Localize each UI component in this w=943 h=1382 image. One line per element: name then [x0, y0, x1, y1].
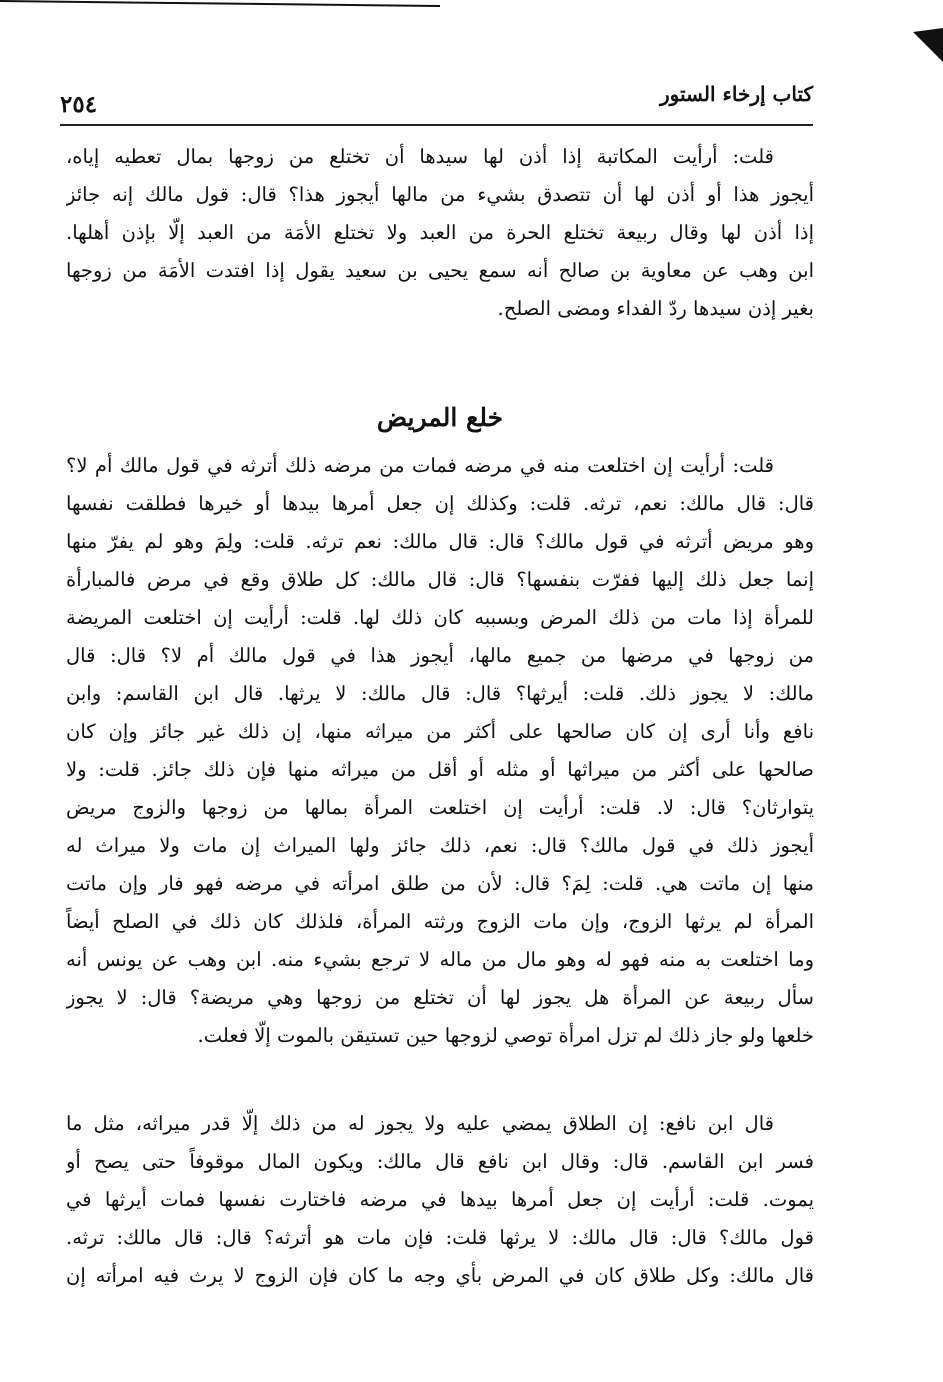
- text-line: خلعها ولو جاز ذلك لم تزل امرأة توصي لزوجها حين تستيقن بالموت إلّا فعلت.: [197, 1024, 814, 1047]
- text-line: فسر ابن القاسم. قال: وقال ابن نافع قال مالك: ويكون المال موقوفاً حتى يصح أو: [66, 1150, 814, 1173]
- text-line: يموت. قلت: أرأيت إن جعل أمرها بيدها في مرضه فاختارت نفسها فمات أيرثها في: [66, 1188, 814, 1211]
- text-line: أيجوز ذلك في قول مالك؟ قال: نعم، ذلك جائز ولها الميراث إن مات ولا ميراث له: [66, 834, 814, 857]
- text-line: وهو مريض أترثه في قول مالك؟ قال: قال مالك: نعم ترثه. قلت: ولِمَ وهو لم يفرّ منها: [66, 530, 814, 553]
- text-line: المرأة لم يرثها الزوج، وإن مات الزوج ورثته المرأة، فلذلك كان ذلك في الصلح أيضاً: [66, 910, 814, 933]
- text-line: صالحها على أكثر من ميراثها أو مثله أو أقل من ميراثه منها فإن ذلك جائز. قلت: ولا: [66, 758, 814, 781]
- text-line: قول مالك؟ قال: قال مالك: لا يرثها قلت: فإن مات هو أترثه؟ قال: قال مالك: ترثه.: [66, 1226, 814, 1249]
- header-rule: [60, 124, 813, 126]
- text-line: أيجوز هذا أو أذن لها أن تتصدق بشيء من مالها أيجوز هذا؟ قال: قول مالك إنه جائز: [66, 183, 814, 206]
- text-line: وما اختلعت به منه فهو له وهو مال من ماله لا ترجع بشيء منه. ابن وهب عن يونس أنه: [66, 948, 814, 971]
- paragraph-sick-khul: [66, 447, 814, 1055]
- text-line: قال: قال مالك: نعم، ترثه. قلت: وكذلك إن جعل أمرها بيدها أو خيرها فطلقت نفسها: [66, 492, 814, 515]
- text-line: قلت: أرأيت إن اختلعت منه في مرضه فمات من مرضه ذلك أترثه في قول مالك أم لا؟: [66, 454, 774, 477]
- text-line: نافع وأنا أرى إن كان صالحها على أكثر من ميراثه منها، إن ذلك غير جائز وإن كان: [66, 720, 814, 743]
- text-line: قلت: أرأيت المكاتبة إذا أذن لها سيدها أن تختلع من زوجها بمال تعطيه إياه،: [66, 145, 774, 168]
- paragraph-ibn-nafi: [66, 1105, 814, 1295]
- text-line: قال مالك: وكل طلاق كان في المرض بأي وجه ما كان فإن الزوج لا يرث فيه امرأته إن: [66, 1264, 814, 1287]
- text-line: منها إن ماتت هي. قلت: لِمَ؟ قال: لأن من طلق امرأته في مرضه فهو فار وإن ماتت: [66, 872, 814, 895]
- text-line: ابن وهب عن معاوية بن صالح أنه سمع يحيى بن سعيد يقول إذا افتدت الأمَة من زوجها: [66, 259, 814, 282]
- text-line: إذا أذن لها وقال ربيعة تختلع الحرة من العبد ولا تختلع الأمَة من العبد إلّا بإذن أهلها.: [66, 221, 814, 244]
- paragraph-mukataba: [66, 138, 814, 328]
- text-line: إنما جعل ذلك إليها ففرّت بنفسها؟ قال: قال مالك: كل طلاق وقع في مرض فالمبارأة: [66, 568, 814, 591]
- text-line: بغير إذن سيدها ردّ الفداء ومضى الصلح.: [497, 297, 814, 320]
- page-header: [60, 82, 813, 126]
- book-title: كتاب إرخاء الستور: [660, 82, 813, 106]
- scan-edge-mark: [0, 0, 440, 10]
- page-corner-mark: [913, 28, 943, 62]
- page-number: ٢٥٤: [60, 91, 98, 118]
- section-heading: خلع المريض: [376, 403, 504, 432]
- text-line: مالك: لا يجوز ذلك. قلت: أيرثها؟ قال: قال مالك: لا يرثها. قال ابن القاسم: وابن: [66, 682, 814, 705]
- text-line: سأل ربيعة عن المرأة هل يجوز لها أن تختلع من زوجها وهي مريضة؟ قال: لا يجوز: [66, 986, 814, 1009]
- text-line: يتوارثان؟ قال: لا. قلت: أرأيت إن اختلعت المرأة بمالها من زوجها والزوج مريض: [66, 796, 814, 819]
- text-line: للمرأة إذا مات من ذلك المرض وبسببه كان ذلك لها. قلت: أرأيت إن اختلعت المريضة: [66, 606, 814, 629]
- text-line: قال ابن نافع: إن الطلاق يمضي عليه ولا يجوز له من ذلك إلّا قدر ميراثه، مثل ما: [66, 1112, 774, 1135]
- text-line: من زوجها في مرضها من جميع مالها، أيجوز هذا في قول مالك أم لا؟ قال: قال: [66, 644, 814, 667]
